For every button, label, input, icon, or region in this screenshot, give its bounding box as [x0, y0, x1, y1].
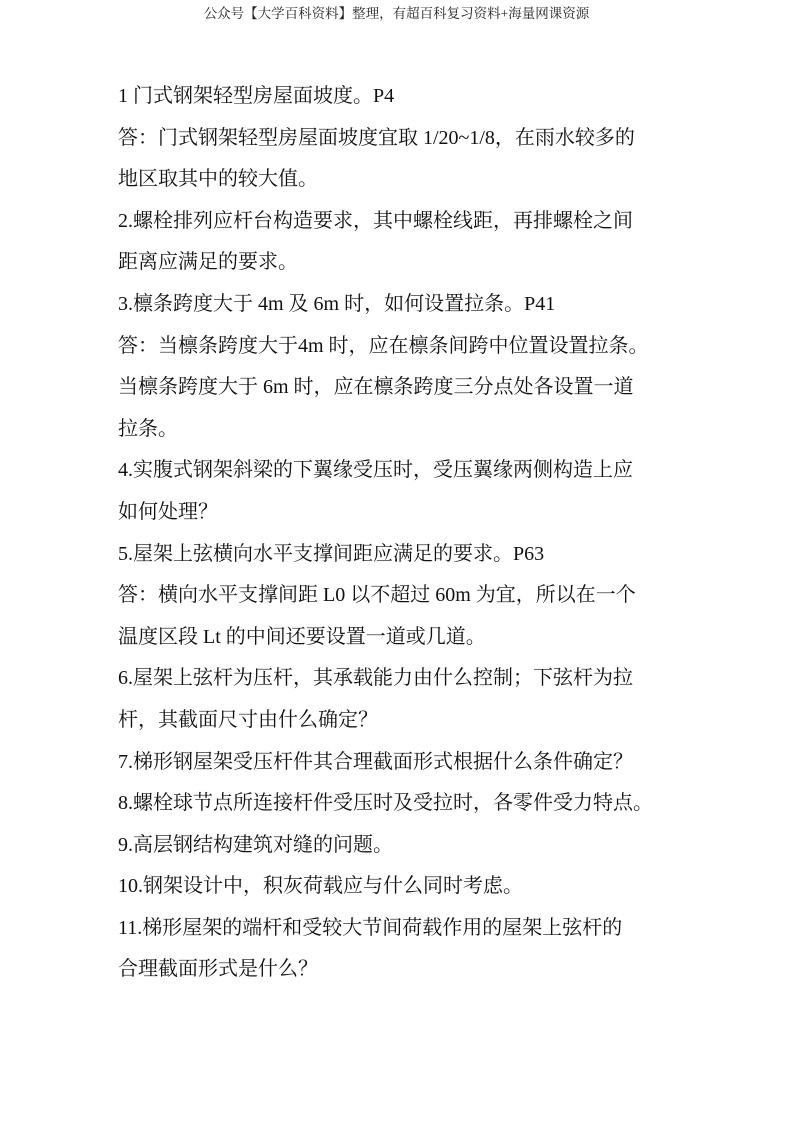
text-line: 9.高层钢结构建筑对缝的问题。 — [118, 833, 393, 856]
text-line: 杆，其截面尺寸由什么确定？ — [118, 708, 378, 731]
text-line: 距离应满足的要求。 — [118, 251, 298, 274]
text-line: 当檩条跨度大于 6m 时，应在檩条跨度三分点处各设置一道 — [118, 376, 634, 399]
text-line: 11.梯形屋架的端杆和受较大节间荷载作用的屋架上弦杆的 — [118, 916, 623, 939]
text-line: 温度区段 Lt 的中间还要设置一道或几道。 — [118, 625, 486, 648]
text-line: 答：门式钢架轻型房屋面坡度宜取 1/20~1/8，在雨水较多的 — [118, 126, 635, 149]
text-line: 7.梯形钢屋架受压杆件其合理截面形式根据什么条件确定？ — [118, 750, 633, 773]
text-line: 答：当檩条跨度大于4m 时，应在檩条间跨中位置设置拉条。 — [118, 334, 649, 357]
text-line: 5.屋架上弦横向水平支撑间距应满足的要求。P63 — [118, 542, 545, 565]
document-body — [118, 76, 688, 991]
text-line: 4.实腹式钢架斜梁的下翼缘受压时，受压翼缘两侧构造上应 — [118, 459, 633, 482]
text-line: 2.螺栓排列应杆台构造要求，其中螺栓线距，再排螺栓之间 — [118, 209, 633, 232]
text-line: 如何处理？ — [118, 500, 218, 523]
text-line: 合理截面形式是什么？ — [118, 958, 318, 981]
text-line: 1 门式钢架轻型房屋面坡度。P4 — [118, 85, 395, 107]
text-line: 答：横向水平支撑间距 L0 以不超过 60m 为宜，所以在一个 — [118, 584, 636, 607]
text-line: 10.钢架设计中，积灰荷载应与什么同时考虑。 — [118, 875, 523, 898]
text-line: 3.檩条跨度大于 4m 及 6m 时，如何设置拉条。P41 — [118, 292, 556, 315]
text-line: 6.屋架上弦杆为压杆，其承载能力由什么控制；下弦杆为拉 — [118, 667, 633, 690]
text-line: 拉条。 — [118, 417, 178, 440]
text-line: 8.螺栓球节点所连接杆件受压时及受拉时，各零件受力特点。 — [118, 792, 653, 815]
page-header: 公众号【大学百科资料】整理，有超百科复习资料+海量网课资源 — [203, 6, 590, 21]
text-line: 地区取其中的较大值。 — [118, 168, 318, 191]
